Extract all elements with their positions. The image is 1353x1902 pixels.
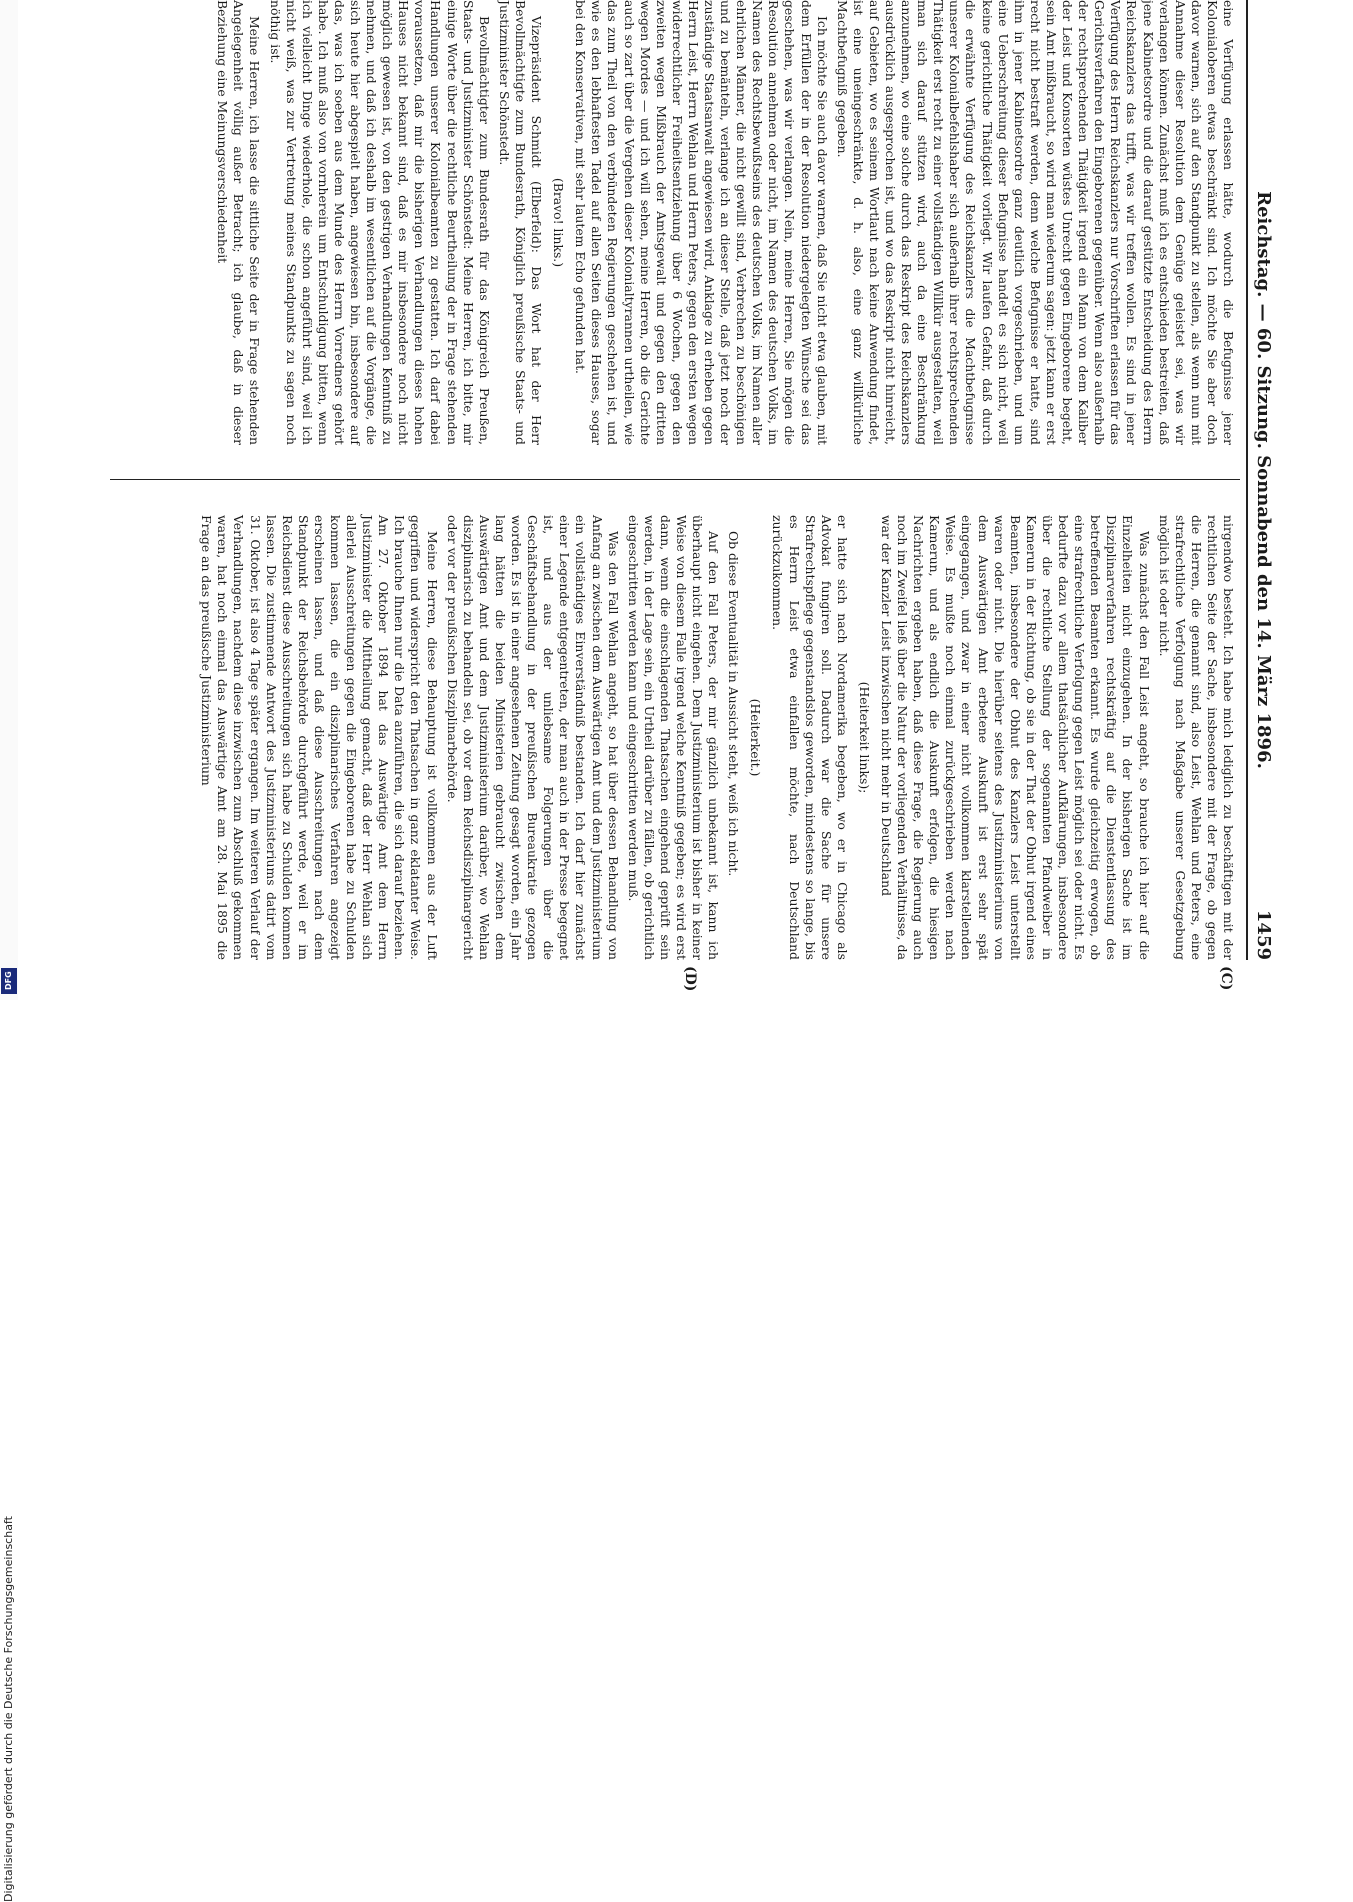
interjection: (Bravo! links.) <box>550 0 566 445</box>
paragraph: er hatte sich nach Nordamerika begeben, wo er in Chicago als Advokat fungiren soll. Dadurch war die Sache für unsere Strafrechtspflege gegenstandslos geworden, mindestens so lange, bis es Herrn Leist etwa einfallen möchte, nach Deutschland zurückzukommen. <box>769 515 849 960</box>
interjection: (Heiterkeit.) <box>747 515 763 960</box>
digitization-note: Digitalisierung gefördert durch die Deutsche Forschungsgemeinschaft <box>0 942 18 1902</box>
paragraph: Ob diese Eventualität in Aussicht steht, weiß ich nicht. <box>725 515 741 960</box>
margin-marker-d: (D) <box>682 966 698 991</box>
paragraph: Was den Fall Wehlan angeht, so hat über dessen Behandlung von Anfang an zwischen dem Auswärtigen Amt und dem Justizministerium ein vollständiges Einverständniß bestanden. Ich darf hier zunächst einer Legende entgegentreten, der man auch in der Presse begegnet ist, und aus der unliebsame Folgerungen über die Geschäftsbehandlung in der preußischen Bureaukratie gezogen worden. Es ist in einer angesehenen Zeitung gesagt worden, ein Jahr lang hätten die beiden Ministerien gebraucht zwischen dem Auswärtigen Amt und dem Justizministerium darüber, wo Wehlan disziplinarisch zu behandeln sei, ob vor dem Reichsdisziplinargericht oder vor der preußischen Disziplinarbehörde. <box>444 515 621 960</box>
page-number: 1459 <box>1253 910 1274 960</box>
dfg-logo: DFG <box>1 968 17 994</box>
paragraph: Bevollmächtigter zum Bundesrath für das Königreich Preußen, Staats- und Justizminister Schönstedt: Meine Herren, ich bitte, mir einige Worte über die rechtliche Beurtheilung der in Frage stehenden Handlungen unserer Kolonialbeamten zu gestatten. Ich darf dabei voraussetzen, daß mir die bisherigen Verhandlungen dieses hohen Hauses nicht bekannt sind, daß es mir insbesondere noch nicht möglich gewesen ist, von den gestrigen Verhandlungen Kenntniß zu nehmen, und daß ich deshalb im wesentlichen auf die Vorgänge, die sich heute hier abgespielt haben, angewiesen bin, insbesondere auf das, was ich soeben aus dem Munde des Herrn Vorredners gehört habe. Ich muß also von vornherein um Entschuldigung bitten, wenn ich vielleicht Dinge wiederhole, die schon angeführt sind, weil ich nicht weiß, was zur Vertretung meines Standpunkts zu sagen noch nöthig ist. <box>266 0 491 445</box>
paragraph: Was zunächst den Fall Leist angeht, so brauche ich hier auf die Einzelheiten nicht einzugehen. In der bisherigen Sache ist im Disziplinarverfahren rechtskräftig auf die Dienstentlassung des betreffenden Beamten erkannt. Es wurde gleichzeitig erwogen, ob eine strafrechtliche Verfolgung gegen Leist möglich sei oder nicht. Es bedurfte dazu vor allem thatsächlicher Aufklärungen, insbesondere über die rechtliche Stellung der sogenannten Pfandweiber in Kamerun in der Richtung, ob sie in der That der Obhut irgend eines Beamten, insbesondere der Obhut des Kanzlers Leist unterstellt waren oder nicht. Die hierüber seitens des Justizministeriums von dem Auswärtigen Amt erbetene Auskunft ist erst sehr spät eingegangen, und zwar in einer nicht vollkommen klarstellenden Weise. Es mußte noch einmal zurückgeschrieben werden nach Kamerun, und als endlich die Auskunft erfolgen, die hiesigen Nachrichten ergeben haben, daß diese Frage, die Regierung auch noch im Zweifel ließ über die Natur der vorliegenden Verhältnisse, da war der Kanzler Leist inzwischen nicht mehr in Deutschland <box>878 515 1152 960</box>
page-header <box>1246 0 1278 960</box>
paragraph: nirgendwo besteht. Ich habe mich lediglich zu beschäftigen mit der rechtlichen Seite der Sache, insbesondere mit der Frage, ob gegen die Herren, die genannt sind, also Leist, Wehlan und Peters, eine strafrechtliche Verfolgung nach Maßgabe unserer Gesetzgebung möglich ist oder nicht. <box>1156 515 1236 960</box>
paragraph: eine Verfügung erlassen hätte, wodurch die Befugnisse jener Kolonialoberen etwas beschränkt sind. Ich möchte Sie aber doch davor warnen, sich auf den Standpunkt zu stellen, als wenn nun mit Annahme dieser Resolution dem Genüge geleistet sei, was wir verlangen können. Zunächst muß ich es entschieden bestreiten, daß jene Kabinetsordre und die darauf gestützte Entscheidung des Herrn Reichskanzlers das trifft, was wir treffen wollen. Es sind in jener Verfügung des Herrn Reichskanzlers nur Vorschriften erlassen für das Gerichtsverfahren den Eingeborenen gegenüber. Wenn also außerhalb der rechtsprechenden Thätigkeit irgend ein Mann von dem Kaliber der Leist und Konsorten wüstes Unrecht gegen Eingeborene begeht, sein Amt mißbraucht, so wird man wiederum sagen: jetzt kann er erst recht nicht bestraft werden, denn welche Befugnisse er hatte, sind ihm in jener Kabinetsordre ganz deutlich vorgeschrieben, und um eine Ueberschreitung dieser Befugnisse handelt es sich nicht, weil keine gerichtliche Thätigkeit vorliegt. Wir laufen Gefahr, daß durch die erwähnte Verfügung des Reichskanzlers die Machtbefugnisse unserer Kolonialbefehlshaber sich außerhalb ihrer rechtsprechenden Thätigkeit erst recht zu einer vollständigen Willkür ausgestalten, weil man sich darauf stützen wird, auch da eine Beschränkung anzunehmen, wo eine solche durch das Reskript des Reichskanzlers ausdrücklich ausgesprochen ist, und wo das Reskript nicht hinreicht, auf Gebieten, wo es seinem Wortlaut nach keine Anwendung findet, ist eine uneingeschränkte, d. h. also, eine ganz willkürliche Machtbefugniß gegeben. <box>834 0 1236 445</box>
paragraph: Meine Herren, ich lasse die sittliche Seite der in Frage stehenden Angelegenheit völlig außer Betracht; ich glaube, daß in dieser Beziehung eine Meinungsverschiedenheit <box>214 0 262 445</box>
column-divider <box>110 479 1240 480</box>
paragraph: Ich möchte Sie auch davor warnen, daß Sie nicht etwa glauben, mit dem Erfüllen der in der Resolution niedergelegten Wünsche sei das geschehen, was wir verlangen. Nein, meine Herren, Sie mögen die Resolution annehmen oder nicht, im Namen des deutschen Volks, im Namen des Rechtsbewußtseins des deutschen Volks, im Namen aller ehrlichen Männer, die nicht gewillt sind, Verbrechen zu beschönigen und zu bemänteln, verlange ich an dieser Stelle, daß jetzt noch der zuständige Staatsanwalt angewiesen wird, Anklage zu erheben gegen Herrn Leist, Herrn Wehlan und Herrn Peters, gegen den ersten wegen widerrechtlicher Freiheitsentziehung über 6 Wochen, gegen den zweiten wegen Mißbrauch der Amtsgewalt und gegen den dritten wegen Mordes — und ich will sehen, meine Herren, ob die Gerichte auch so zart über die Vergehen dieser Kolonialtyrannen urtheilen, wie das zum Theil von den verbündeten Regierungen geschehen ist, und wie es den lebhaftesten Tadel auf allen Seiten dieses Hauses, sogar bei den Konservativen, mit sehr lautem Echo gefunden hat. <box>572 0 830 445</box>
margin-marker-c: (C) <box>1218 966 1234 990</box>
running-title: Reichstag. — 60. Sitzung. Sonnabend den 14. März 1896. <box>1253 0 1274 960</box>
scanned-page <box>88 0 1278 1000</box>
right-column <box>194 515 1236 960</box>
left-column <box>210 0 1236 445</box>
digitization-sidebar <box>0 0 18 1000</box>
paragraph: Vizepräsident Schmidt (Elberfeld): Das Wort hat der Herr Bevollmächtigte zum Bundesrath, Königlich preußische Staats- und Justizminister Schönstedt. <box>496 0 544 445</box>
interjection: (Heiterkeit links); <box>856 515 872 960</box>
paragraph: Auf den Fall Peters, der mir gänzlich unbekannt ist, kann ich überhaupt nicht eingehen. Dem Justizministerium ist bisher in keiner Weise von diesem Falle irgend welche Kenntniß gegeben; es wird erst dann, wenn die einschlagenden Thatsachen eingehend geprüft sein werden, in der Lage sein, ein Urtheil darüber zu fällen, ob gerichtlich eingeschritten werden kann und eingeschritten werden muß. <box>625 515 722 960</box>
paragraph: Meine Herren, diese Behauptung ist vollkommen aus der Luft gegriffen und widerspricht den Thatsachen in ganz eklatanter Weise. Ich brauche Ihnen nur die Data anzuführen, die sich darauf beziehen. Am 27. Oktober 1894 hat das Auswärtige Amt dem Herrn Justizminister die Mittheilung gemacht, daß der Herr Wehlan sich allerlei Ausschreitungen gegen die Eingeborenen habe zu Schulden kommen lassen, die ein disziplinarisches Verfahren angezeigt erscheinen lassen, und daß diese Ausschreitungen nach dem Standpunkt der Reichsbehörde durchgeführt werde, weil er im Reichsdienst diese Ausschreitungen sich habe zu Schulden kommen lassen. Die zustimmende Antwort des Justizministeriums datirt vom 31. Oktober, ist also 4 Tage später ergangen. Im weiteren Verlauf der Verhandlungen, nachdem diese inzwischen zum Abschluß gekommen waren, hat noch einmal das Auswärtige Amt am 28. Mai 1895 die Frage an das preußische Justizministerium <box>198 515 439 960</box>
